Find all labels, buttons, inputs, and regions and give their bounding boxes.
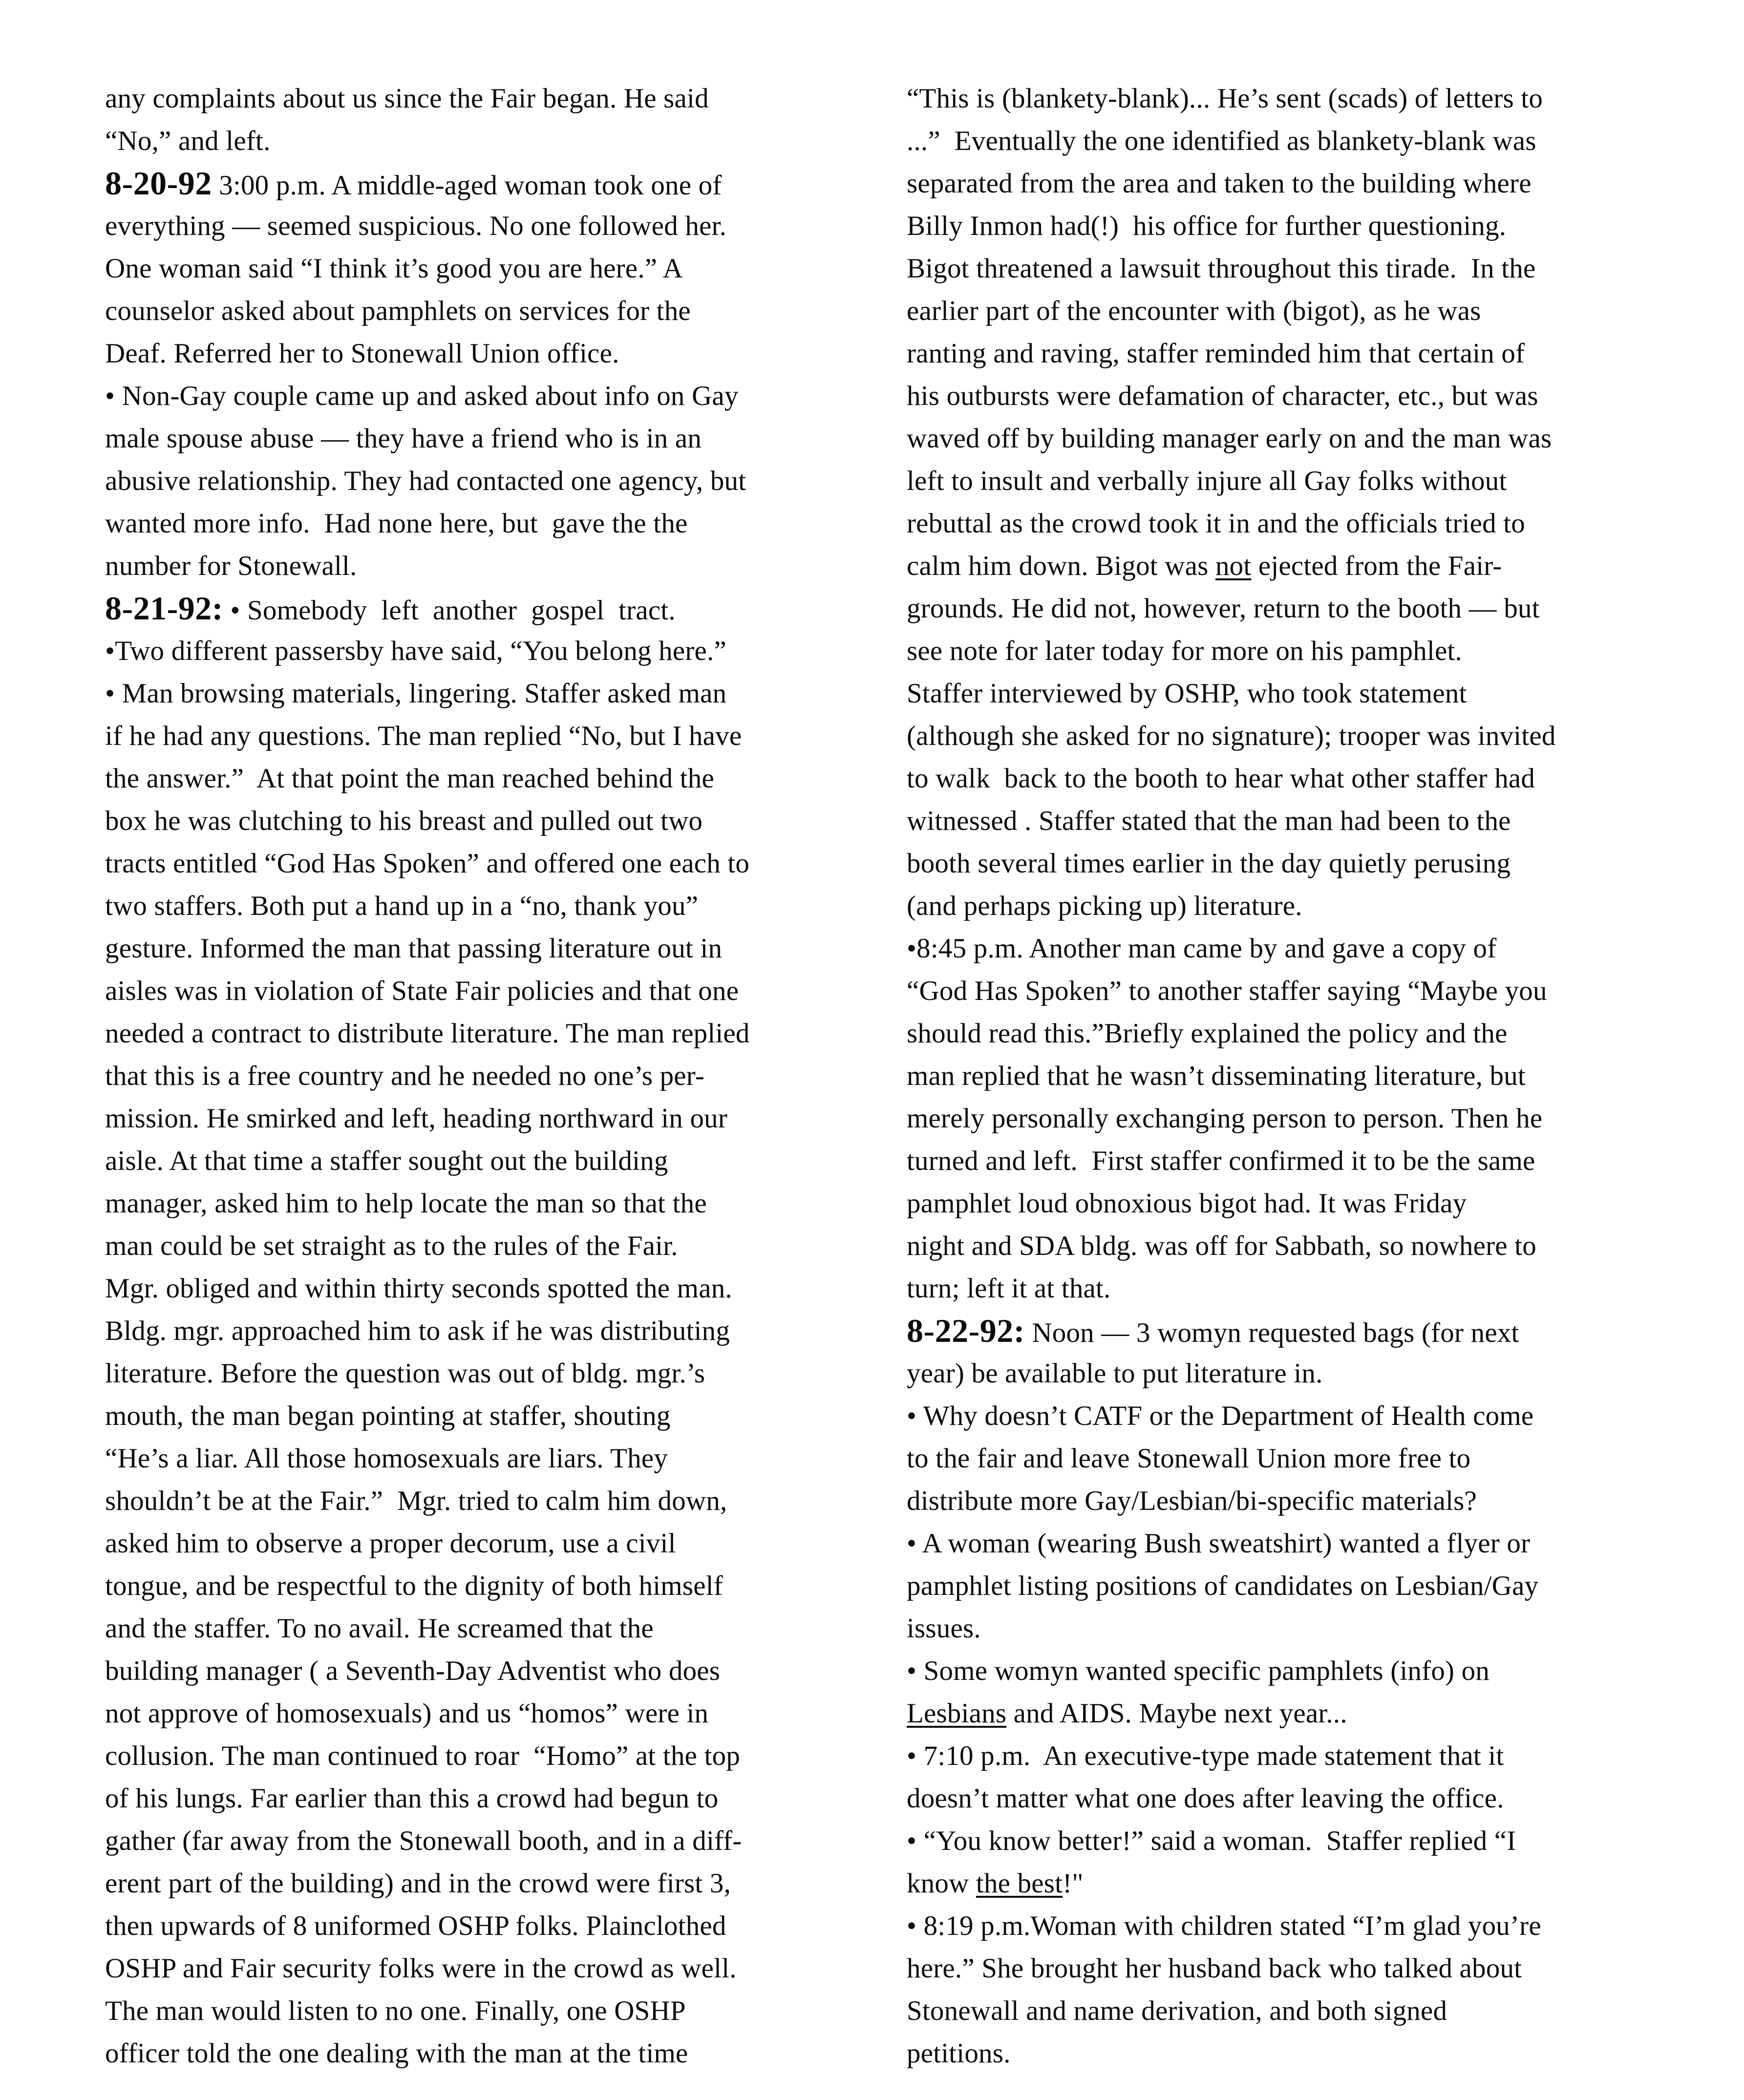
text-line (105, 1225, 885, 1267)
text-run: and the staffer. To no avail. He screamed that the (105, 1613, 654, 1644)
text-run: to walk back to the booth to hear what other staffer had (907, 763, 1535, 794)
text-line (105, 927, 885, 970)
text-line (105, 375, 885, 417)
text-run: mission. He smirked and left, heading northward in our (105, 1103, 728, 1134)
text-line (105, 1012, 885, 1055)
text-run: tongue, and be respectful to the dignity of both himself (105, 1570, 723, 1601)
text-line (105, 1905, 885, 1947)
text-run: • A woman (wearing Bush sweatshirt) wanted a flyer or (907, 1528, 1531, 1559)
text-run: One woman said “I think it’s good you are here.” A (105, 253, 683, 284)
text-line (907, 1650, 1698, 1692)
text-line (105, 1522, 885, 1565)
text-run: • Some womyn wanted specific pamphlets (info) on (907, 1655, 1490, 1686)
underlined-text: the best (976, 1868, 1063, 1899)
text-line (105, 1055, 885, 1097)
text-line (907, 247, 1698, 290)
text-line (907, 1352, 1698, 1395)
text-run: turn; left it at that. (907, 1273, 1111, 1304)
text-line (907, 2032, 1698, 2075)
text-run: Staffer interviewed by OSHP, who took statement (907, 678, 1467, 709)
text-run: grounds. He did not, however, return to the booth — but (907, 593, 1540, 624)
text-line (105, 1735, 885, 1777)
text-line (907, 587, 1698, 630)
text-run: of his lungs. Far earlier than this a crowd had begun to (105, 1783, 719, 1814)
text-line (907, 1905, 1698, 1947)
text-line (907, 162, 1698, 205)
date-heading: 8-20-92 (105, 165, 212, 202)
text-run: see note for later today for more on his pamphlet. (907, 636, 1462, 666)
text-run: aisles was in violation of State Fair policies and that one (105, 976, 739, 1006)
text-line (907, 1735, 1698, 1777)
text-line (105, 1480, 885, 1522)
text-run: issues. (907, 1613, 981, 1644)
text-run: • Why doesn’t CATF or the Department of Health come (907, 1400, 1534, 1431)
text-line (907, 885, 1698, 927)
text-run: gesture. Informed the man that passing literature out in (105, 933, 723, 964)
text-run: pamphlet listing positions of candidates on Lesbian/Gay (907, 1570, 1539, 1601)
text-run: pamphlet loud obnoxious bigot had. It was Friday (907, 1188, 1467, 1219)
text-run: Billy Inmon had(!) his office for further questioning. (907, 211, 1507, 241)
text-run: if he had any questions. The man replied “No, but I have (105, 721, 742, 751)
text-line (105, 1947, 885, 1990)
text-run: counselor asked about pamphlets on services for the (105, 296, 691, 326)
text-run: should read this.”Briefly explained the policy and the (907, 1018, 1508, 1049)
text-line (907, 1990, 1698, 2032)
text-line (907, 1565, 1698, 1607)
text-line (907, 1777, 1698, 1820)
text-line (907, 970, 1698, 1012)
text-run: officer told the one dealing with the man at the time (105, 2038, 688, 2069)
text-run: • Somebody left another gospel tract. (223, 595, 676, 626)
text-run: know (907, 1868, 976, 1899)
text-run: abusive relationship. They had contacted one agency, but (105, 466, 746, 496)
text-run: earlier part of the encounter with (bigot), as he was (907, 296, 1481, 326)
text-run: and AIDS. Maybe next year... (1006, 1698, 1347, 1729)
text-line (105, 757, 885, 800)
text-line (907, 1820, 1698, 1862)
text-line (105, 970, 885, 1012)
text-line (907, 1692, 1698, 1735)
text-run: aisle. At that time a staffer sought out the building (105, 1145, 668, 1176)
text-run: here.” She brought her husband back who talked about (907, 1953, 1522, 1984)
text-run: “No,” and left. (105, 126, 271, 156)
text-line (907, 672, 1698, 715)
text-line (105, 2032, 885, 2075)
text-run: turned and left. First staffer confirmed it to be the same (907, 1145, 1535, 1176)
text-run: (although she asked for no signature); trooper was invited (907, 721, 1556, 751)
text-run: Bigot threatened a lawsuit throughout this tirade. In the (907, 253, 1536, 284)
text-run: • Man browsing materials, lingering. Staffer asked man (105, 678, 727, 709)
text-run: •8:45 p.m. Another man came by and gave a copy of (907, 933, 1497, 964)
text-line (105, 800, 885, 842)
text-line (105, 545, 885, 587)
text-line (105, 162, 885, 205)
text-run: male spouse abuse — they have a friend who is in an (105, 423, 702, 454)
text-line (907, 1012, 1698, 1055)
text-run: petitions. (907, 2038, 1011, 2069)
text-line (105, 1820, 885, 1862)
text-line (907, 927, 1698, 970)
text-run: • 8:19 p.m.Woman with children stated “I’m glad you’re (907, 1910, 1541, 1941)
text-run: ranting and raving, staffer reminded him that certain of (907, 338, 1525, 369)
text-line (907, 1055, 1698, 1097)
text-run: manager, asked him to help locate the man so that the (105, 1188, 707, 1219)
text-line (907, 1480, 1698, 1522)
text-line (105, 1862, 885, 1905)
text-line (105, 332, 885, 375)
text-run: two staffers. Both put a hand up in a “no, thank you” (105, 891, 699, 921)
text-run: Stonewall and name derivation, and both signed (907, 1995, 1447, 2026)
text-line (105, 630, 885, 672)
text-line (105, 247, 885, 290)
text-line (105, 1352, 885, 1395)
text-line (907, 1267, 1698, 1310)
text-run: then upwards of 8 uniformed OSHP folks. Plainclothed (105, 1910, 726, 1941)
text-line (907, 205, 1698, 247)
text-line (907, 460, 1698, 502)
text-line (105, 842, 885, 885)
text-run: ejected from the Fair- (1251, 551, 1502, 581)
text-run: “God Has Spoken” to another staffer saying “Maybe you (907, 976, 1547, 1006)
text-line (907, 1097, 1698, 1140)
text-run: the answer.” At that point the man reached behind the (105, 763, 714, 794)
text-line (105, 672, 885, 715)
text-run: Deaf. Referred her to Stonewall Union office. (105, 338, 619, 369)
text-run: asked him to observe a proper decorum, use a civil (105, 1528, 676, 1559)
text-run: tracts entitled “God Has Spoken” and offered one each to (105, 848, 750, 879)
text-run: man replied that he wasn’t disseminating literature, but (907, 1061, 1526, 1091)
text-line (907, 120, 1698, 162)
text-column-right (907, 77, 1698, 2075)
text-run: collusion. The man continued to roar “Homo” at the top (105, 1740, 741, 1771)
text-run: left to insult and verbally injure all Gay folks without (907, 466, 1507, 496)
text-line (105, 502, 885, 545)
text-run: wanted more info. Had none here, but gave the the (105, 508, 688, 539)
text-run: Bldg. mgr. approached him to ask if he was distributing (105, 1315, 730, 1346)
text-line (105, 1990, 885, 2032)
text-line (105, 1607, 885, 1650)
text-line (105, 290, 885, 332)
text-run: merely personally exchanging person to person. Then he (907, 1103, 1543, 1134)
text-line (105, 1437, 885, 1480)
text-run: (and perhaps picking up) literature. (907, 891, 1302, 921)
text-line (105, 1395, 885, 1437)
text-run: gather (far away from the Stonewall booth, and in a diff- (105, 1825, 742, 1856)
text-line (907, 1395, 1698, 1437)
text-run: “This is (blankety-blank)... He’s sent (scads) of letters to (907, 83, 1543, 114)
text-run: literature. Before the question was out of bldg. mgr.’s (105, 1358, 705, 1389)
text-line (907, 1437, 1698, 1480)
text-run: rebuttal as the crowd took it in and the officials tried to (907, 508, 1525, 539)
text-run: night and SDA bldg. was off for Sabbath, so nowhere to (907, 1230, 1536, 1261)
text-run: The man would listen to no one. Finally, one OSHP (105, 1995, 686, 2026)
text-line (105, 715, 885, 757)
text-line (105, 77, 885, 120)
text-run: building manager ( a Seventh-Day Adventist who does (105, 1655, 721, 1686)
text-run: not approve of homosexuals) and us “homos” were in (105, 1698, 709, 1729)
text-line (907, 290, 1698, 332)
text-line (105, 1692, 885, 1735)
text-line (907, 842, 1698, 885)
text-run: to the fair and leave Stonewall Union more free to (907, 1443, 1471, 1474)
text-line (907, 1862, 1698, 1905)
text-run: witnessed . Staffer stated that the man had been to the (907, 806, 1511, 836)
text-line (105, 417, 885, 460)
date-heading: 8-22-92: (907, 1312, 1025, 1349)
text-run: man could be set straight as to the rules of the Fair. (105, 1230, 678, 1261)
text-run: erent part of the building) and in the crowd were first 3, (105, 1868, 731, 1899)
text-run: separated from the area and taken to the building where (907, 168, 1531, 199)
text-run: that this is a free country and he needed no one’s per- (105, 1061, 705, 1091)
text-run: • “You know better!” said a woman. Staffer replied “I (907, 1825, 1516, 1856)
text-line (907, 1182, 1698, 1225)
text-run: number for Stonewall. (105, 551, 357, 581)
text-run: ...” Eventually the one identified as blankety-blank was (907, 126, 1536, 156)
text-line (907, 715, 1698, 757)
text-run: everything — seemed suspicious. No one followed her. (105, 211, 727, 241)
text-line (907, 502, 1698, 545)
text-line (907, 800, 1698, 842)
text-line (105, 205, 885, 247)
text-run: his outbursts were defamation of character, etc., but was (907, 381, 1538, 411)
text-line (105, 120, 885, 162)
text-run: !" (1063, 1868, 1084, 1899)
text-run: distribute more Gay/Lesbian/bi-specific materials? (907, 1485, 1477, 1516)
text-run: OSHP and Fair security folks were in the crowd as well. (105, 1953, 737, 1984)
text-line (907, 1947, 1698, 1990)
text-line (105, 1267, 885, 1310)
text-line (907, 757, 1698, 800)
text-run: box he was clutching to his breast and pulled out two (105, 806, 703, 836)
text-line (105, 1097, 885, 1140)
text-line (907, 375, 1698, 417)
text-run: any complaints about us since the Fair began. He said (105, 83, 709, 114)
text-run: • 7:10 p.m. An executive-type made statement that it (907, 1740, 1504, 1771)
text-line (907, 630, 1698, 672)
text-line (907, 77, 1698, 120)
text-line (907, 332, 1698, 375)
text-run: •Two different passersby have said, “You belong here.” (105, 636, 727, 666)
text-column-left (105, 77, 885, 2075)
text-run: doesn’t matter what one does after leaving the office. (907, 1783, 1504, 1814)
underlined-text: not (1215, 551, 1252, 581)
text-line (105, 587, 885, 630)
text-line (105, 1777, 885, 1820)
text-run: year) be available to put literature in. (907, 1358, 1323, 1389)
text-run: shouldn’t be at the Fair.” Mgr. tried to calm him down, (105, 1485, 727, 1516)
text-line (105, 1310, 885, 1352)
text-run: mouth, the man began pointing at staffer, shouting (105, 1400, 671, 1431)
text-line (907, 1310, 1698, 1352)
text-line (907, 1225, 1698, 1267)
text-line (907, 417, 1698, 460)
text-run: waved off by building manager early on and the man was (907, 423, 1552, 454)
text-line (907, 1140, 1698, 1182)
text-line (105, 1565, 885, 1607)
text-line (105, 885, 885, 927)
text-run: • Non-Gay couple came up and asked about info on Gay (105, 381, 739, 411)
text-run: booth several times earlier in the day quietly perusing (907, 848, 1511, 879)
text-line (907, 1607, 1698, 1650)
text-line (105, 460, 885, 502)
text-line (907, 1522, 1698, 1565)
text-run: Mgr. obliged and within thirty seconds spotted the man. (105, 1273, 732, 1304)
underlined-text: Lesbians (907, 1698, 1007, 1729)
text-run: 3:00 p.m. A middle-aged woman took one of (212, 170, 722, 201)
text-run: “He’s a liar. All those homosexuals are liars. They (105, 1443, 668, 1474)
text-line (907, 545, 1698, 587)
text-run: needed a contract to distribute literature. The man replied (105, 1018, 750, 1049)
text-run: calm him down. Bigot was (907, 551, 1215, 581)
date-heading: 8-21-92: (105, 590, 223, 627)
text-line (105, 1140, 885, 1182)
text-line (105, 1650, 885, 1692)
text-run: Noon — 3 womyn requested bags (for next (1024, 1317, 1519, 1348)
text-line (105, 1182, 885, 1225)
